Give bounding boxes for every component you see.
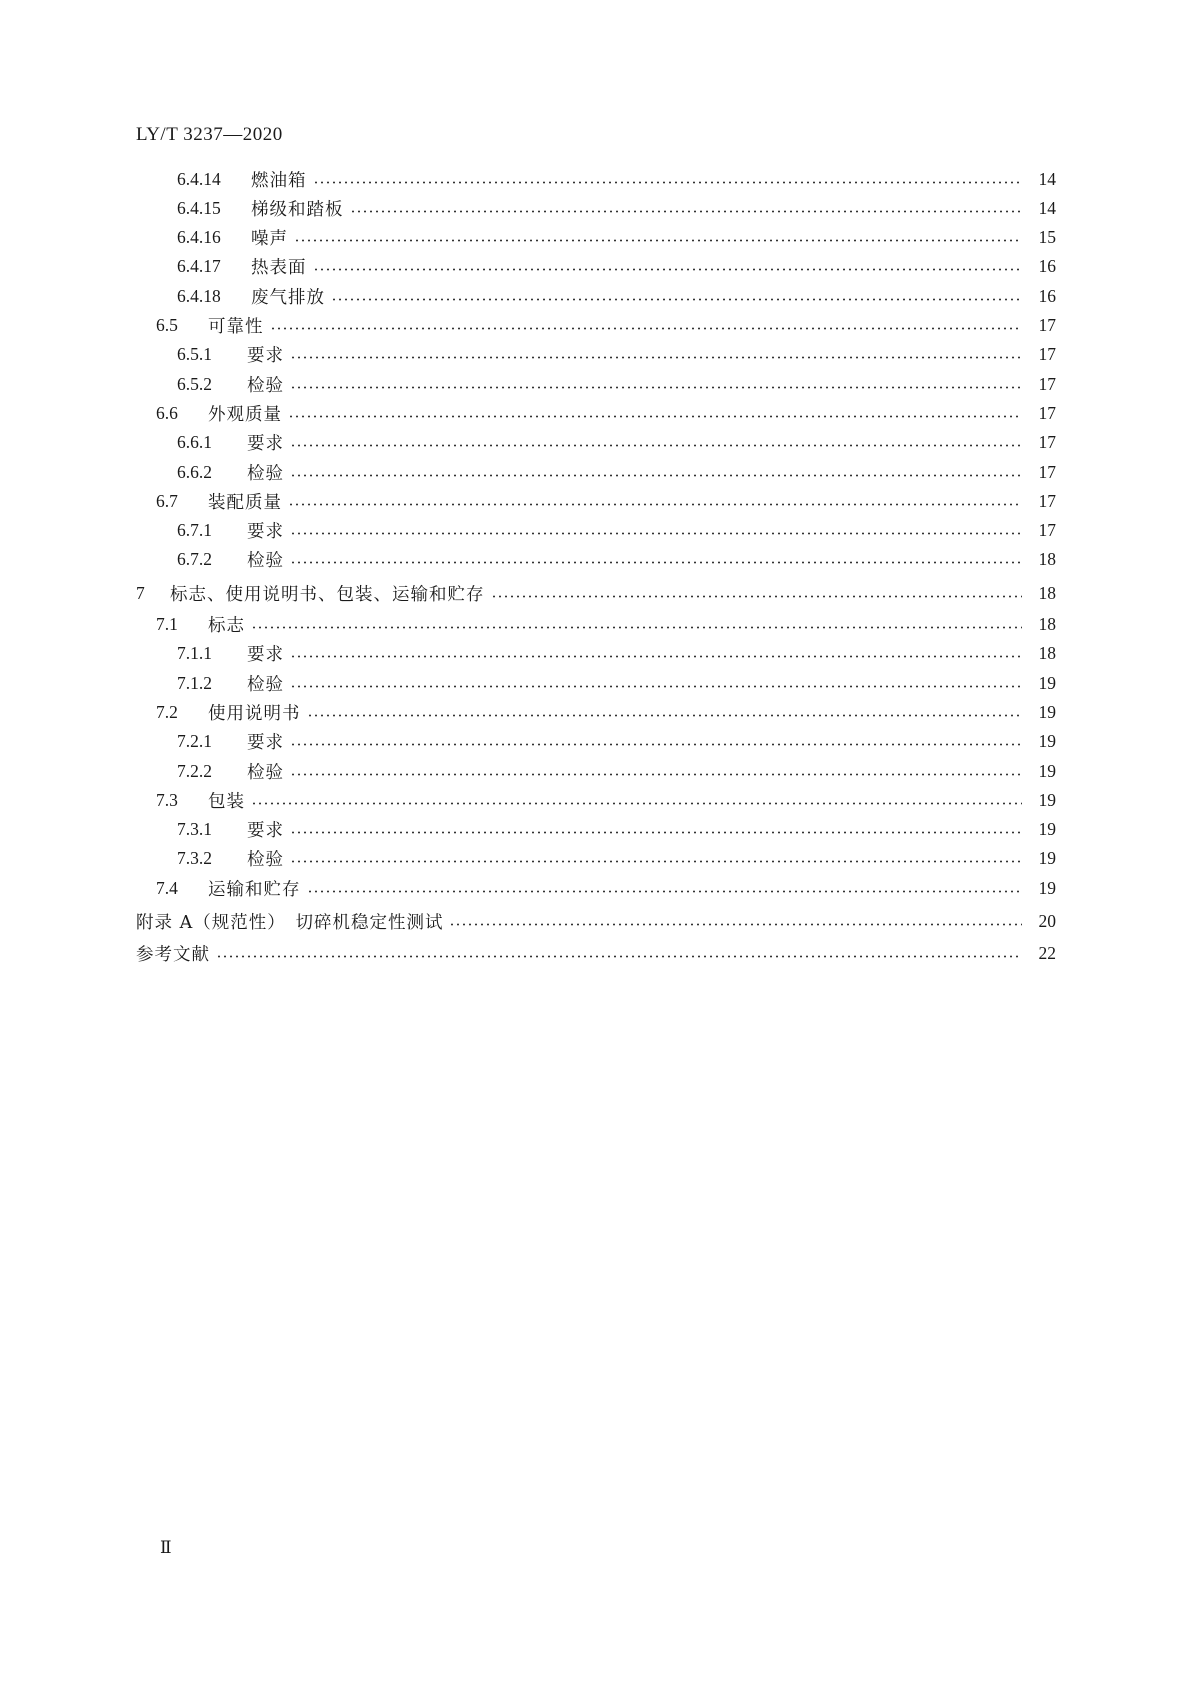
toc-entry[interactable] bbox=[177, 459, 1056, 485]
toc-entry[interactable] bbox=[177, 225, 1056, 251]
toc-entry-number: 6.4.15 bbox=[177, 197, 221, 218]
toc-entry-page: 17 bbox=[1038, 344, 1056, 365]
toc-entry-page: 19 bbox=[1038, 701, 1056, 722]
toc-leader-dots bbox=[290, 655, 1022, 658]
toc-entry-title: 可靠性 bbox=[208, 317, 264, 337]
toc-leader-dots bbox=[290, 831, 1022, 834]
page-number-footer: Ⅱ bbox=[160, 1538, 172, 1557]
toc-leader-dots bbox=[290, 532, 1022, 535]
toc-leader-dots bbox=[290, 474, 1022, 477]
toc-entry-title: 要求 bbox=[247, 346, 284, 367]
toc-entry-number: 6.4.14 bbox=[177, 168, 221, 189]
toc-entry[interactable] bbox=[156, 787, 1056, 813]
toc-entry-number: 7.1.2 bbox=[177, 672, 212, 693]
toc-leader-dots bbox=[449, 923, 1022, 926]
toc-entry-title: 要求 bbox=[247, 434, 284, 455]
toc-entry-page: 16 bbox=[1038, 285, 1056, 306]
toc-entry[interactable] bbox=[177, 430, 1056, 456]
toc-entry-page: 22 bbox=[1038, 943, 1056, 964]
toc-entry[interactable] bbox=[177, 670, 1056, 696]
toc-entry-number: 6.5.2 bbox=[177, 373, 212, 394]
toc-leader-dots bbox=[307, 890, 1023, 893]
toc-entry-page: 19 bbox=[1038, 877, 1056, 898]
toc-entry[interactable] bbox=[156, 699, 1056, 725]
toc-entry-page: 14 bbox=[1038, 168, 1056, 189]
toc-entry-page: 18 bbox=[1038, 643, 1056, 664]
toc-entry-title: 检验 bbox=[247, 375, 284, 396]
toc-entry-title: 参考文献 bbox=[136, 945, 210, 966]
toc-leader-dots bbox=[491, 595, 1023, 598]
toc-entry-title: 检验 bbox=[247, 762, 284, 783]
toc-entry-page: 16 bbox=[1038, 256, 1056, 277]
toc-entry-number: 6.7.1 bbox=[177, 520, 212, 541]
toc-entry-title: 标志、使用说明书、包装、运输和贮存 bbox=[170, 584, 485, 605]
toc-entry-title: 检验 bbox=[247, 850, 284, 871]
toc-entry[interactable] bbox=[177, 846, 1056, 872]
toc-entry-number: 6.4.16 bbox=[177, 227, 221, 248]
toc-entry[interactable] bbox=[177, 641, 1056, 667]
toc-entry-number: 7.2.1 bbox=[177, 731, 212, 752]
toc-entry-title: 要求 bbox=[247, 645, 284, 666]
toc-entry-title: 附录 A（规范性） 切碎机稳定性测试 bbox=[136, 912, 444, 933]
toc-entry-page: 18 bbox=[1038, 614, 1056, 634]
toc-entry-number: 7 bbox=[136, 582, 145, 603]
toc-entry-page: 17 bbox=[1038, 402, 1056, 423]
toc-leader-dots bbox=[294, 239, 1022, 242]
toc-entry[interactable] bbox=[156, 612, 1056, 638]
toc-entry-number: 6.6.1 bbox=[177, 432, 212, 453]
toc-entry[interactable] bbox=[156, 875, 1056, 901]
toc-entry-number: 7.2 bbox=[156, 701, 178, 722]
standard-number-header: LY/T 3237—2020 bbox=[136, 124, 283, 145]
toc-entry-title: 标志 bbox=[208, 616, 245, 636]
toc-entry[interactable] bbox=[156, 400, 1056, 426]
toc-entry-title: 包装 bbox=[208, 791, 245, 812]
toc-entry-page: 19 bbox=[1038, 672, 1056, 693]
toc-entry-page: 19 bbox=[1038, 848, 1056, 869]
toc-entry-title: 热表面 bbox=[251, 258, 307, 279]
toc-entry-title: 装配质量 bbox=[208, 492, 282, 513]
toc-entry-number: 7.4 bbox=[156, 877, 178, 898]
toc-entry-number: 7.1 bbox=[156, 614, 178, 634]
toc-leader-dots bbox=[290, 773, 1022, 776]
toc-entry-title: 使用说明书 bbox=[208, 703, 301, 724]
toc-leader-dots bbox=[350, 210, 1023, 213]
toc-entry-page: 17 bbox=[1038, 520, 1056, 541]
toc-entry[interactable] bbox=[136, 580, 1056, 606]
toc-entry-title: 检验 bbox=[247, 463, 284, 484]
toc-leader-dots bbox=[290, 685, 1022, 688]
toc-entry[interactable] bbox=[177, 254, 1056, 280]
toc-entry-page: 19 bbox=[1038, 789, 1056, 810]
toc-entry-title: 噪声 bbox=[251, 229, 288, 250]
toc-leader-dots bbox=[290, 743, 1022, 746]
toc-entry-page: 15 bbox=[1038, 227, 1056, 248]
toc-entry-number: 7.3 bbox=[156, 789, 178, 810]
toc-entry-title: 外观质量 bbox=[208, 404, 282, 425]
toc-entry[interactable] bbox=[177, 518, 1056, 544]
toc-entry-number: 6.6 bbox=[156, 402, 178, 423]
toc-entry[interactable] bbox=[177, 342, 1056, 368]
toc-entry-page: 17 bbox=[1038, 461, 1056, 482]
toc-entry-title: 要求 bbox=[247, 733, 284, 754]
toc-entry-page: 14 bbox=[1038, 197, 1056, 218]
toc-leader-dots bbox=[313, 268, 1023, 271]
toc-entry-page: 17 bbox=[1038, 432, 1056, 453]
toc-entry[interactable] bbox=[177, 195, 1056, 221]
toc-entry-title: 燃油箱 bbox=[251, 170, 307, 191]
toc-leader-dots bbox=[290, 444, 1022, 447]
toc-entry-title: 废气排放 bbox=[251, 287, 325, 308]
toc-entry-title: 检验 bbox=[247, 674, 284, 695]
toc-entry-title: 梯级和踏板 bbox=[251, 199, 344, 220]
toc-leader-dots bbox=[270, 327, 1023, 330]
toc-entry-number: 6.4.18 bbox=[177, 285, 221, 306]
toc-entry[interactable] bbox=[156, 313, 1056, 339]
toc-entry[interactable] bbox=[177, 729, 1056, 755]
toc-leader-dots bbox=[290, 561, 1022, 564]
toc-entry-page: 17 bbox=[1038, 490, 1056, 511]
toc-entry-page: 18 bbox=[1038, 549, 1056, 570]
toc-leader-dots bbox=[251, 626, 1022, 629]
toc-entry-page: 19 bbox=[1038, 760, 1056, 781]
toc-entry[interactable] bbox=[156, 488, 1056, 514]
toc-entry[interactable] bbox=[177, 166, 1056, 192]
toc-leader-dots bbox=[307, 714, 1023, 717]
toc-entry-number: 6.4.17 bbox=[177, 256, 221, 277]
toc-entry-title: 检验 bbox=[247, 551, 284, 572]
toc-entry-number: 6.6.2 bbox=[177, 461, 212, 482]
toc-leader-dots bbox=[288, 415, 1022, 418]
toc-entry-page: 19 bbox=[1038, 819, 1056, 840]
toc-entry-number: 7.1.1 bbox=[177, 643, 212, 664]
toc-entry-number: 6.7.2 bbox=[177, 549, 212, 570]
toc-leader-dots bbox=[313, 181, 1023, 184]
toc-entry-title: 要求 bbox=[247, 522, 284, 543]
toc-entry[interactable] bbox=[177, 758, 1056, 784]
toc-leader-dots bbox=[251, 802, 1022, 805]
toc-leader-dots bbox=[216, 955, 1022, 958]
toc-entry-page: 19 bbox=[1038, 731, 1056, 752]
toc-entry[interactable] bbox=[136, 941, 1056, 967]
toc-entry[interactable] bbox=[177, 817, 1056, 843]
toc-entry-number: 6.5.1 bbox=[177, 344, 212, 365]
toc-leader-dots bbox=[290, 386, 1022, 389]
toc-leader-dots bbox=[290, 860, 1022, 863]
toc-leader-dots bbox=[288, 503, 1022, 506]
toc-leader-dots bbox=[290, 356, 1022, 359]
toc-leader-dots bbox=[331, 298, 1022, 301]
toc-entry-title: 要求 bbox=[247, 821, 284, 842]
toc-entry-number: 7.2.2 bbox=[177, 760, 212, 781]
toc-entry[interactable] bbox=[177, 371, 1056, 397]
toc-entry-number: 7.3.1 bbox=[177, 819, 212, 840]
toc-entry-number: 6.5 bbox=[156, 315, 178, 335]
toc-entry-page: 20 bbox=[1038, 910, 1056, 931]
toc-entry-number: 7.3.2 bbox=[177, 848, 212, 869]
toc-entry[interactable] bbox=[177, 547, 1056, 573]
toc-entry-title: 运输和贮存 bbox=[208, 879, 301, 900]
toc-entry[interactable] bbox=[136, 908, 1056, 934]
toc-entry-number: 6.7 bbox=[156, 490, 178, 511]
toc-entry-page: 18 bbox=[1038, 582, 1056, 603]
toc-entry-page: 17 bbox=[1038, 373, 1056, 394]
toc-entry[interactable] bbox=[177, 283, 1056, 309]
toc-entry-page: 17 bbox=[1038, 315, 1056, 335]
